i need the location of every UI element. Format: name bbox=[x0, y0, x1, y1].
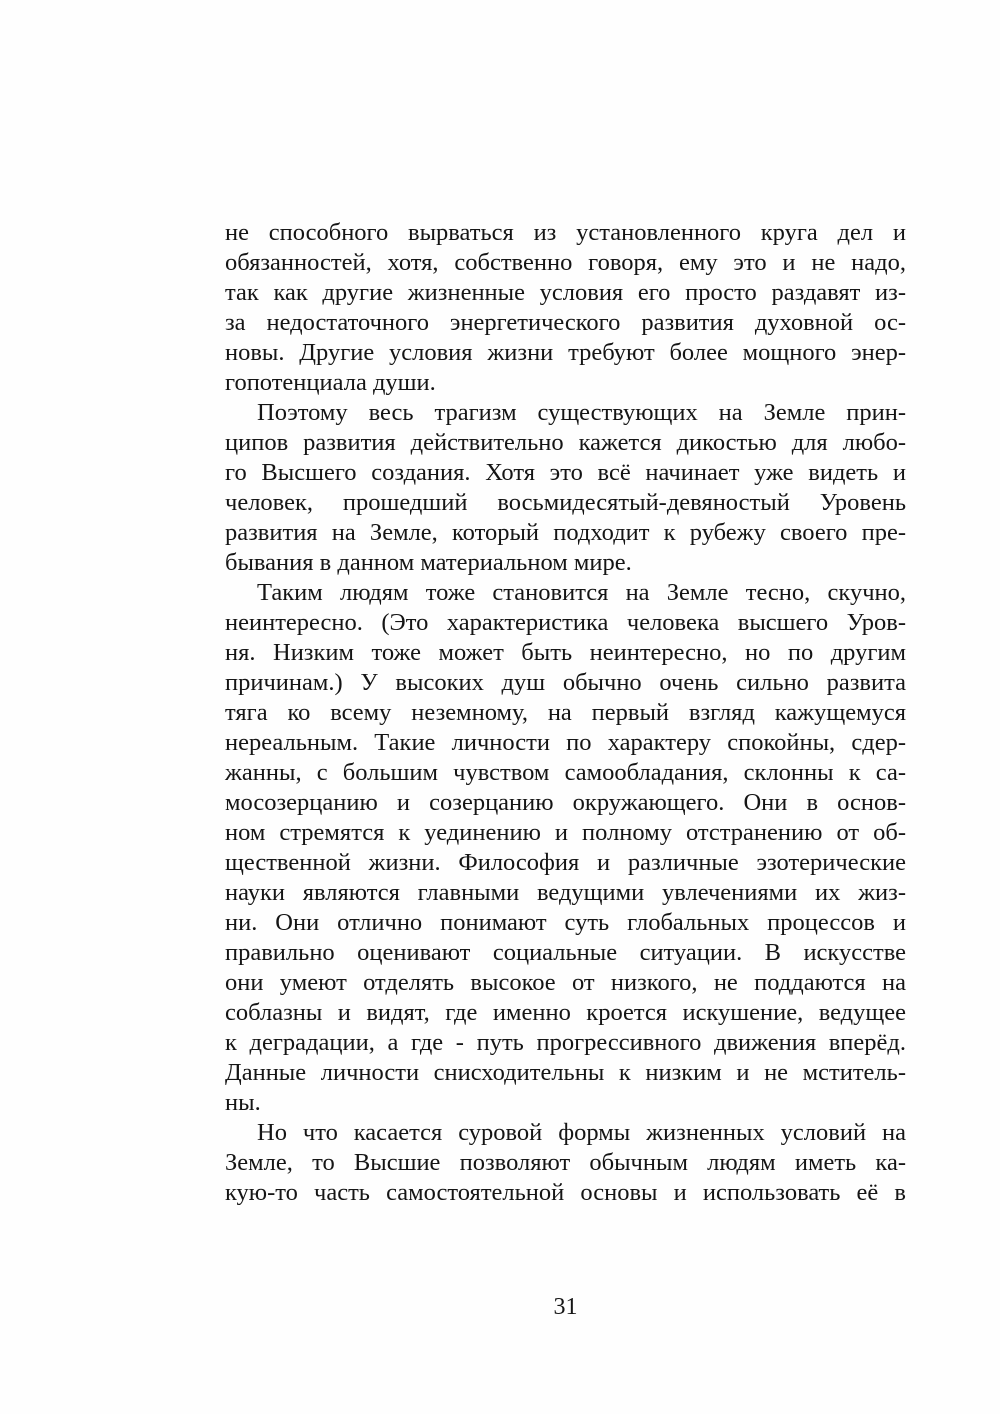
text-line: ном стремятся к уединению и полному отстранению от об- bbox=[225, 819, 906, 846]
text-line: Но что касается суровой формы жизненных условий на bbox=[257, 1119, 906, 1146]
text-line: развития на Земле, который подходит к рубежу своего пре- bbox=[225, 519, 906, 546]
text-line: гопотенциала души. bbox=[225, 369, 436, 396]
text-line: Данные личности снисходительны к низким и не мститель- bbox=[225, 1059, 906, 1086]
text-line: го Высшего создания. Хотя это всё начинает уже видеть и bbox=[225, 459, 906, 486]
text-line: щественной жизни. Философия и различные эзотерические bbox=[225, 849, 906, 876]
text-line: кую-то часть самостоятельной основы и использовать её в bbox=[225, 1179, 906, 1206]
text-line: не способного вырваться из установленного круга дел и bbox=[225, 219, 906, 246]
text-line: ципов развития действительно кажется дикостью для любо- bbox=[225, 429, 906, 456]
text-line: науки являются главными ведущими увлечениями их жиз- bbox=[225, 879, 906, 906]
text-line: к деградации, а где - путь прогрессивного движения вперёд. bbox=[225, 1029, 906, 1056]
text-line: новы. Другие условия жизни требуют более мощного энер- bbox=[225, 339, 906, 366]
text-line: причинам.) У высоких душ обычно очень сильно развита bbox=[225, 669, 906, 696]
text-line: за недостаточного энергетического развития духовной ос- bbox=[225, 309, 906, 336]
text-line: неинтересно. (Это характеристика человека высшего Уров- bbox=[225, 609, 906, 636]
text-line: бывания в данном материальном мире. bbox=[225, 549, 632, 576]
text-line: человек, прошедший восьмидесятый-девяностый Уровень bbox=[225, 489, 906, 516]
text-line: ны. bbox=[225, 1089, 261, 1116]
text-line: обязанностей, хотя, собственно говоря, ему это и не надо, bbox=[225, 249, 906, 276]
text-line: нереальным. Такие личности по характеру спокойны, сдер- bbox=[225, 729, 906, 756]
text-line: Земле, то Высшие позволяют обычным людям иметь ка- bbox=[225, 1149, 906, 1176]
text-line: мосозерцанию и созерцанию окружающего. Они в основ- bbox=[225, 789, 906, 816]
text-line: Поэтому весь трагизм существующих на Земле прин- bbox=[257, 399, 906, 426]
page-number: 31 bbox=[553, 1294, 578, 1320]
text-line: тяга ко всему неземному, на первый взгляд кажущемуся bbox=[225, 699, 906, 726]
text-line: так как другие жизненные условия его просто раздавят из- bbox=[225, 279, 906, 306]
text-line: ни. Они отлично понимают суть глобальных процессов и bbox=[225, 909, 906, 936]
text-line: соблазны и видят, где именно кроется искушение, ведущее bbox=[225, 999, 906, 1026]
text-line: жанны, с большим чувством самообладания, склонны к са- bbox=[225, 759, 906, 786]
text-block bbox=[225, 218, 906, 1208]
text-line: Таким людям тоже становится на Земле тесно, скучно, bbox=[257, 579, 906, 606]
text-line: они умеют отделять высокое от низкого, не поддаются на bbox=[225, 969, 906, 996]
text-line: ня. Низким тоже может быть неинтересно, но по другим bbox=[225, 639, 906, 666]
text-line: правильно оценивают социальные ситуации. В искусстве bbox=[225, 939, 906, 966]
